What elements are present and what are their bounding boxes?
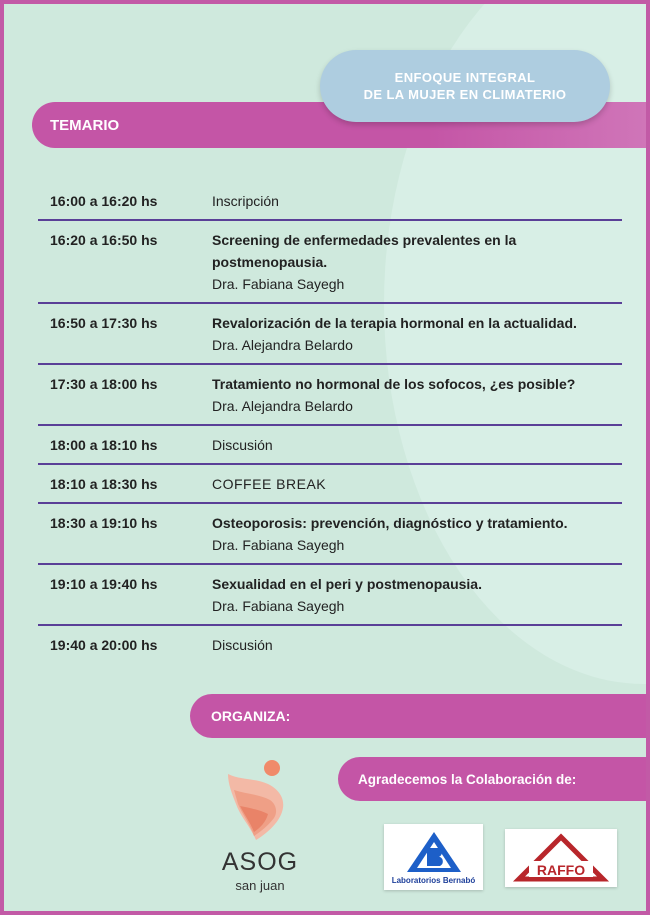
schedule-title: Screening de enfermedades prevalentes en la postmenopausia. xyxy=(212,232,517,270)
organiza-bar xyxy=(190,694,650,738)
schedule-list xyxy=(38,182,622,663)
bernabo-logo xyxy=(384,824,483,890)
event-title-line1: ENFOQUE INTEGRAL xyxy=(394,70,536,85)
schedule-title: Sexualidad en el peri y postmenopausia. xyxy=(212,576,482,592)
schedule-row xyxy=(38,626,622,663)
schedule-row xyxy=(38,182,622,219)
raffo-logo xyxy=(505,829,617,887)
schedule-row xyxy=(38,426,622,463)
event-title-line2: DE LA MUJER EN CLIMATERIO xyxy=(363,87,567,102)
schedule-speaker: Dra. Alejandra Belardo xyxy=(212,398,353,414)
asog-emblem-icon xyxy=(210,756,310,848)
schedule-time: 19:10 a 19:40 hs xyxy=(50,576,158,592)
schedule-time: 18:10 a 18:30 hs xyxy=(50,476,158,492)
schedule-time: 16:20 a 16:50 hs xyxy=(50,232,158,248)
schedule-row xyxy=(38,565,622,624)
schedule-time: 17:30 a 18:00 hs xyxy=(50,376,158,392)
schedule-time: 19:40 a 20:00 hs xyxy=(50,637,158,653)
bernabo-caption: Laboratorios Bernabó xyxy=(391,875,476,885)
event-title-pill xyxy=(320,50,610,122)
colaboracion-label: Agradecemos la Colaboración de: xyxy=(358,771,577,787)
raffo-wordmark: RAFFO xyxy=(536,862,586,878)
schedule-row xyxy=(38,465,622,502)
schedule-title: Osteoporosis: prevención, diagnóstico y tratamiento. xyxy=(212,515,568,531)
schedule-row xyxy=(38,504,622,563)
schedule-speaker: Dra. Fabiana Sayegh xyxy=(212,598,345,614)
schedule-speaker: Dra. Alejandra Belardo xyxy=(212,337,353,353)
schedule-speaker: Dra. Fabiana Sayegh xyxy=(212,276,345,292)
schedule-title: Discusión xyxy=(212,437,273,453)
schedule-title: Revalorización de la terapia hormonal en la actualidad. xyxy=(212,315,577,331)
section-title: TEMARIO xyxy=(50,116,120,134)
asog-logo xyxy=(210,756,310,896)
schedule-time: 18:30 a 19:10 hs xyxy=(50,515,158,531)
colaboracion-bar xyxy=(338,757,650,801)
schedule-row xyxy=(38,365,622,424)
schedule-title: Tratamiento no hormonal de los sofocos, ¿es posible? xyxy=(212,376,576,392)
schedule-time: 18:00 a 18:10 hs xyxy=(50,437,158,453)
schedule-speaker: Dra. Fabiana Sayegh xyxy=(212,537,345,553)
schedule-row xyxy=(38,304,622,363)
bernabo-emblem-icon xyxy=(405,830,463,874)
organiza-label: ORGANIZA: xyxy=(211,708,291,724)
schedule-time: 16:00 a 16:20 hs xyxy=(50,193,158,209)
asog-name: ASOG xyxy=(221,848,299,876)
schedule-time: 16:50 a 17:30 hs xyxy=(50,315,158,331)
asog-subtitle: san juan xyxy=(235,878,285,893)
schedule-title: Discusión xyxy=(212,637,273,653)
raffo-emblem-icon xyxy=(511,833,611,883)
schedule-title: COFFEE BREAK xyxy=(212,476,327,492)
schedule-row xyxy=(38,221,622,302)
schedule-title: Inscripción xyxy=(212,193,279,209)
